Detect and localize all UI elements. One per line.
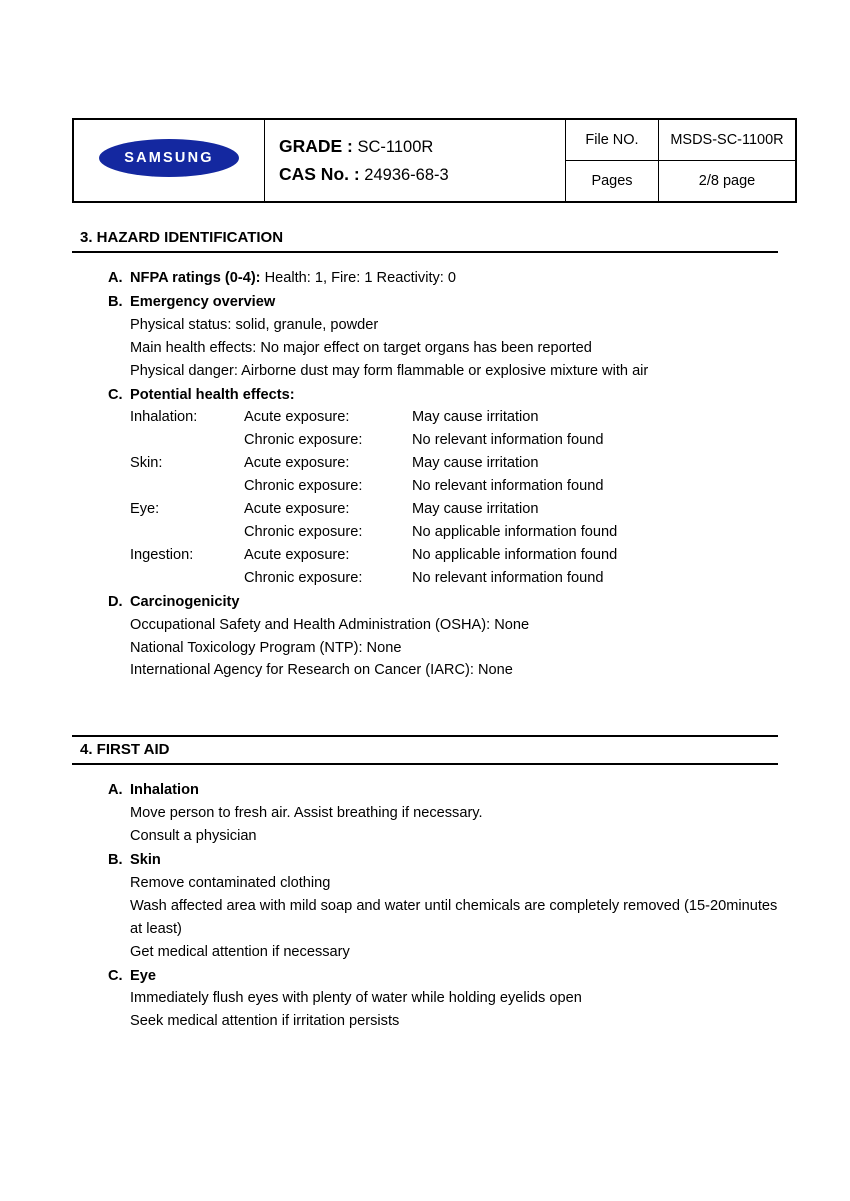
effect-route: Inhalation: [130, 409, 198, 426]
item-carcinogenicity-head [108, 591, 778, 614]
item-skin-head [108, 849, 778, 872]
section4-body [72, 765, 778, 1033]
file-no-value: MSDS-SC-1100R [659, 119, 797, 161]
emergency-line-1: Physical status: solid, granule, powder [130, 316, 379, 333]
item-skin [108, 849, 778, 964]
effect-route: Eye: [130, 501, 160, 518]
item-emergency-label: Emergency overview [130, 293, 276, 310]
pages-label: Pages [566, 161, 659, 203]
emergency-line-3: Physical danger: Airborne dust may form flammable or explosive mixture with air [130, 362, 649, 379]
item-eye-head [108, 965, 778, 988]
file-no-label: File NO. [566, 119, 659, 161]
section3-body [72, 253, 778, 682]
item-nfpa-letter: A. [108, 270, 123, 286]
effect-result: No applicable information found [412, 546, 618, 563]
table-row [130, 406, 778, 429]
effect-exposure: Acute exposure: [244, 409, 350, 426]
table-row [130, 452, 778, 475]
grade-line [279, 133, 565, 161]
item-carcinogenicity-letter: D. [108, 593, 123, 610]
cas-label: CAS No. : [279, 163, 360, 184]
item-skin-letter: B. [108, 852, 123, 869]
emergency-line-2: Main health effects: No major effect on target organs has been reported [130, 339, 592, 356]
item-inhalation-label: Inhalation [130, 782, 199, 799]
effect-exposure: Acute exposure: [244, 501, 350, 518]
section4-title: 4. FIRST AID [72, 737, 778, 765]
effect-result: No applicable information found [412, 523, 618, 540]
effect-result: No relevant information found [412, 432, 604, 449]
item-nfpa-ratings [108, 267, 778, 290]
item-eye [108, 965, 778, 1034]
eye-line-1: Immediately flush eyes with plenty of water while holding eyelids open [130, 990, 582, 1007]
effect-result: May cause irritation [412, 455, 539, 472]
item-potential-health-effects [108, 384, 778, 590]
item-nfpa-head [108, 267, 778, 290]
grade-value: SC-1100R [357, 137, 434, 156]
skin-line-3: Get medical attention if necessary [130, 943, 350, 960]
section3-title: 3. HAZARD IDENTIFICATION [72, 225, 778, 253]
item-inhalation-letter: A. [108, 782, 123, 799]
item-skin-label: Skin [130, 852, 161, 869]
cas-value: 24936-68-3 [364, 165, 449, 184]
item-carcinogenicity-label: Carcinogenicity [130, 593, 240, 610]
inhalation-line-1: Move person to fresh air. Assist breathing if necessary. [130, 805, 483, 822]
cas-line [279, 161, 565, 189]
effect-result: May cause irritation [412, 501, 539, 518]
health-effects-grid [108, 406, 778, 589]
item-health-effects-label: Potential health effects: [130, 386, 295, 403]
logo-cell [73, 119, 265, 202]
section-spacer [72, 683, 778, 713]
skin-line-2: Wash affected area with mild soap and water until chemicals are completely removed (15-20minutes at least) [130, 897, 778, 937]
grade-cell [265, 119, 566, 202]
effect-route [130, 475, 244, 498]
table-row [130, 429, 778, 452]
effect-route [130, 521, 244, 544]
item-nfpa-value: Health: 1, Fire: 1 Reactivity: 0 [264, 270, 457, 286]
table-row [130, 475, 778, 498]
carcinogenicity-line-2: National Toxicology Program (NTP): None [130, 639, 402, 656]
item-inhalation-head [108, 779, 778, 802]
effect-result: May cause irritation [412, 409, 539, 426]
table-row [130, 521, 778, 544]
item-emergency-overview [108, 291, 778, 383]
item-nfpa-label: NFPA ratings (0-4): [130, 270, 261, 286]
table-row [130, 544, 778, 567]
item-emergency-head [108, 291, 778, 314]
section-hazard-identification [72, 225, 778, 682]
section-first-aid [72, 735, 778, 1033]
item-eye-letter: C. [108, 967, 123, 984]
effect-exposure: Acute exposure: [244, 546, 350, 563]
document-header-table [72, 118, 797, 203]
item-health-effects-head [108, 384, 778, 407]
effect-exposure: Chronic exposure: [244, 569, 363, 586]
samsung-logo-text: SAMSUNG [124, 150, 214, 166]
inhalation-line-2: Consult a physician [130, 828, 257, 845]
effect-route [130, 567, 244, 590]
carcinogenicity-line-1: Occupational Safety and Health Administration (OSHA): None [130, 616, 530, 633]
item-eye-label: Eye [130, 967, 156, 984]
item-carcinogenicity [108, 591, 778, 683]
samsung-logo-icon [99, 139, 239, 177]
effect-exposure: Chronic exposure: [244, 478, 363, 495]
effect-exposure: Chronic exposure: [244, 432, 363, 449]
table-row [130, 498, 778, 521]
pages-value: 2/8 page [659, 161, 797, 203]
item-health-effects-letter: C. [108, 386, 123, 403]
skin-line-1: Remove contaminated clothing [130, 874, 331, 891]
carcinogenicity-line-3: International Agency for Research on Cancer (IARC): None [130, 662, 513, 679]
effect-exposure: Chronic exposure: [244, 523, 363, 540]
grade-label: GRADE : [279, 135, 353, 156]
item-emergency-letter: B. [108, 293, 123, 310]
effect-result: No relevant information found [412, 478, 604, 495]
item-inhalation [108, 779, 778, 848]
effect-exposure: Acute exposure: [244, 455, 350, 472]
table-row [130, 567, 778, 590]
effect-route [130, 429, 244, 452]
eye-line-2: Seek medical attention if irritation persists [130, 1013, 400, 1030]
effect-route: Skin: [130, 455, 163, 472]
effect-route: Ingestion: [130, 546, 194, 563]
effect-result: No relevant information found [412, 569, 604, 586]
